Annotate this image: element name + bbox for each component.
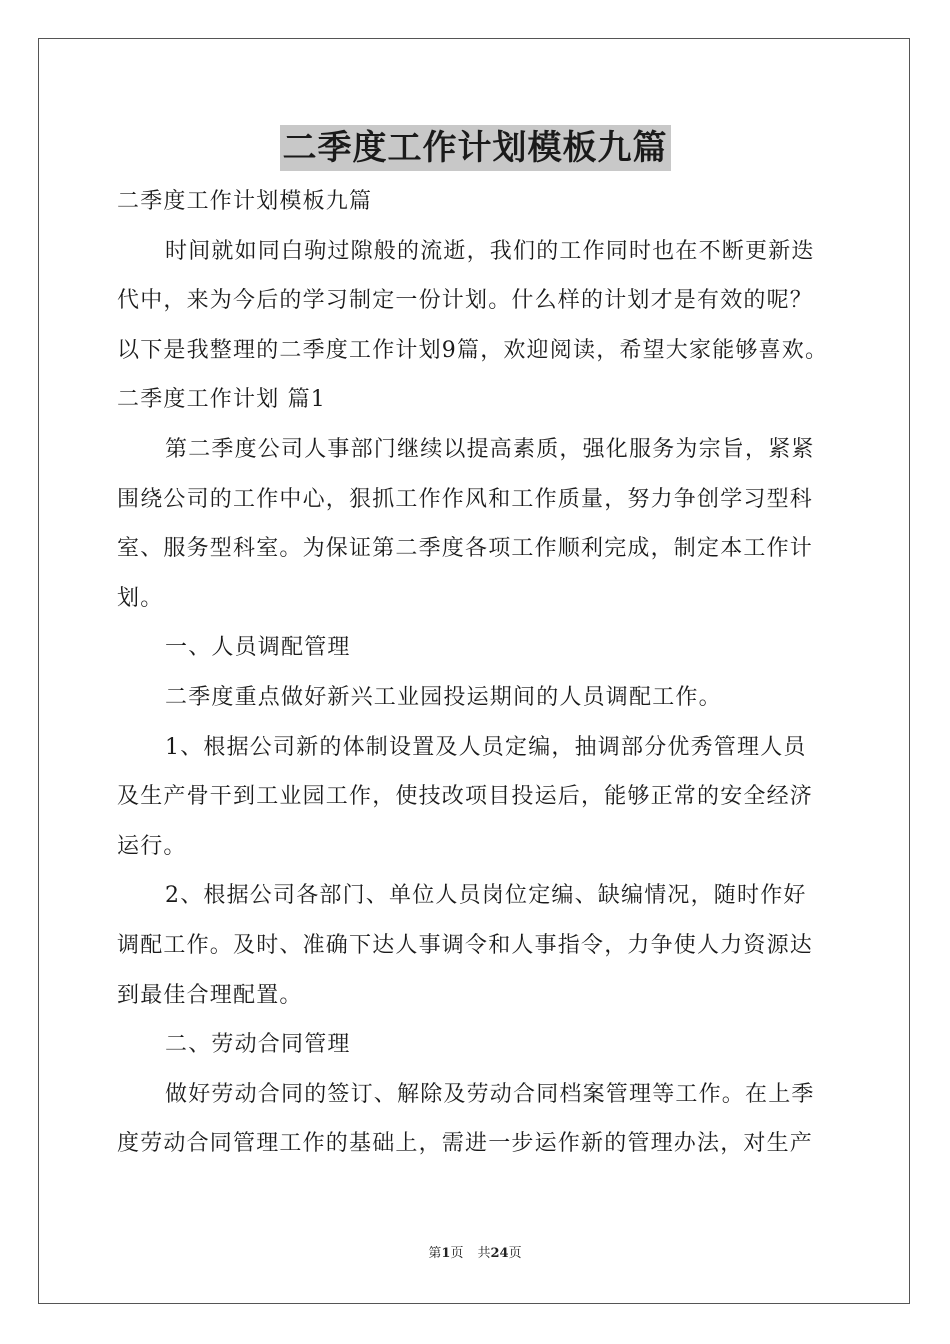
body-text-line: 围绕公司的工作中心，狠抓工作作风和工作质量，努力争创学习型科 (117, 486, 814, 512)
body-text-line: 代中，来为今后的学习制定一份计划。什么样的计划才是有效的呢？ (117, 288, 814, 314)
body-text-line: 一、人员调配管理 (165, 635, 351, 661)
body-text-line: 2、根据公司各部门、单位人员岗位定编、缺编情况，随时作好 (165, 883, 807, 909)
body-text-line: 室、服务型科室。为保证第二季度各项工作顺利完成，制定本工作计 (117, 536, 814, 562)
body-text-line: 运行。 (117, 833, 187, 859)
document-subtitle: 二季度工作计划模板九篇 (117, 189, 373, 214)
body-text-line: 及生产骨干到工业园工作，使技改项目投运后，能够正常的安全经济 (117, 784, 814, 810)
page-footer (0, 1245, 950, 1263)
body-text-line: 度劳动合同管理工作的基础上，需进一步运作新的管理办法，对生产 (117, 1131, 814, 1157)
body-text-line: 划。 (117, 585, 164, 611)
document-body (117, 177, 837, 1169)
total-label-prefix: 共 (477, 1246, 491, 1261)
body-text-line: 第二季度公司人事部门继续以提高素质，强化服务为宗旨，紧紧 (165, 436, 815, 462)
document-title (0, 124, 950, 172)
body-text-line: 做好劳动合同的签订、解除及劳动合同档案管理等工作。在上季 (165, 1081, 815, 1107)
body-text-line: 调配工作。及时、准确下达人事调令和人事指令，力争使人力资源达 (117, 932, 814, 958)
page-number: 1 (441, 1246, 451, 1261)
body-text-line: 以下是我整理的二季度工作计划9篇，欢迎阅读，希望大家能够喜欢。 (117, 337, 829, 363)
page-label-prefix: 第 (428, 1246, 442, 1261)
body-text-line: 时间就如同白驹过隙般的流逝，我们的工作同时也在不断更新迭 (165, 238, 815, 264)
body-text-line: 到最佳合理配置。 (117, 982, 303, 1008)
body-text-line: 二季度重点做好新兴工业园投运期间的人员调配工作。 (165, 684, 722, 710)
body-text-line: 二、劳动合同管理 (165, 1032, 351, 1058)
total-label-suffix: 页 (508, 1246, 522, 1261)
document-title-text: 二季度工作计划模板九篇 (280, 125, 671, 171)
page-label-suffix: 页 (450, 1246, 464, 1261)
total-pages: 24 (490, 1246, 509, 1261)
body-text-line: 1、根据公司新的体制设置及人员定编，抽调部分优秀管理人员 (165, 734, 807, 760)
body-text-line: 二季度工作计划 篇1 (117, 387, 326, 413)
